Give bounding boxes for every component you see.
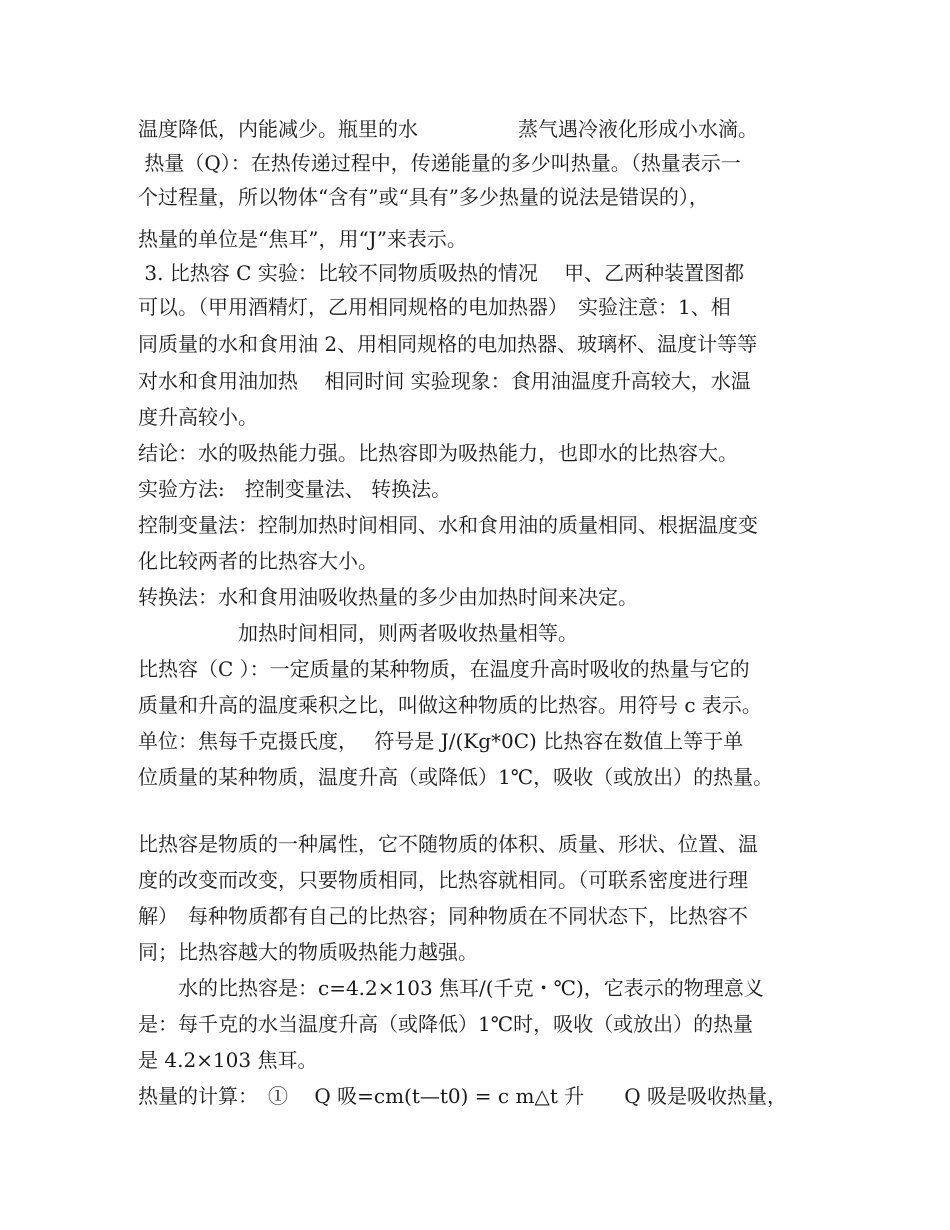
text-line: 单位：焦每千克摄氏度， 符号是 J/(Kg*0C) 比热容在数值上等于单 <box>138 729 744 753</box>
text-line: 结论：水的吸热能力强。比热容即为吸热能力，也即水的比热容大。 <box>138 441 738 465</box>
text-line: 热量的计算： ① Q 吸=cm(t—t0) = c m△t 升 Q 吸是吸收热量， <box>138 1084 787 1108</box>
text-line: 可以。（甲用酒精灯，乙用相同规格的电加热器） 实验注意：1、相 <box>138 295 731 319</box>
text-line: 度的改变而改变，只要物质相同，比热容就相同。（可联系密度进行理 <box>138 868 748 892</box>
text-line: 控制变量法：控制加热时间相同、水和食用油的质量相同、根据温度变 <box>138 513 758 537</box>
text-line: 热量（Q）：在热传递过程中，传递能量的多少叫热量。（热量表示一 <box>138 151 741 175</box>
text-line: 同；比热容越大的物质吸热能力越强。 <box>138 940 478 964</box>
text-line: 加热时间相同，则两者吸收热量相等。 <box>138 621 578 645</box>
text-line: 比热容（C ）：一定质量的某种物质，在温度升高时吸收的热量与它的 <box>138 657 750 681</box>
text-line: 3. 比热容 C 实验：比较不同物质吸热的情况 甲、乙两种装置图都 <box>138 261 745 285</box>
text-line: 个过程量，所以物体“含有”或“具有”多少热量的说法是错误的）， <box>138 185 709 209</box>
text-line: 度升高较小。 <box>138 405 258 429</box>
text-line: 热量的单位是“焦耳”，用“J”来表示。 <box>138 227 467 251</box>
text-line: 是 4.2×103 焦耳。 <box>138 1048 318 1072</box>
text-line: 化比较两者的比热容大小。 <box>138 549 378 573</box>
text-line: 位质量的某种物质，温度升高（或降低）1℃，吸收（或放出）的热量。 <box>138 765 774 789</box>
text-line: 水的比热容是：c=4.2×103 焦耳/(千克・℃)，它表示的物理意义 <box>138 976 764 1000</box>
text-line: 实验方法: 控制变量法、 转换法。 <box>138 477 452 501</box>
text-line: 对水和食用油加热 相同时间 实验现象：食用油温度升高较大，水温 <box>138 369 751 393</box>
text-line: 温度降低，内能减少。瓶里的水 蒸气遇冷液化形成小水滴。 <box>138 117 758 141</box>
text-line: 同质量的水和食用油 2、用相同规格的电加热器、玻璃杯、温度计等等 <box>138 332 758 356</box>
text-line: 是：每千克的水当温度升高（或降低）1℃时，吸收（或放出）的热量 <box>138 1012 754 1036</box>
text-line: 解） 每种物质都有自己的比热容；同种物质在不同状态下，比热容不 <box>138 904 748 928</box>
text-line: 比热容是物质的一种属性，它不随物质的体积、质量、形状、位置、温 <box>138 832 758 856</box>
text-line: 质量和升高的温度乘积之比，叫做这种物质的比热容。用符号 c 表示。 <box>138 693 762 717</box>
text-line: 转换法：水和食用油吸收热量的多少由加热时间来决定。 <box>138 585 638 609</box>
